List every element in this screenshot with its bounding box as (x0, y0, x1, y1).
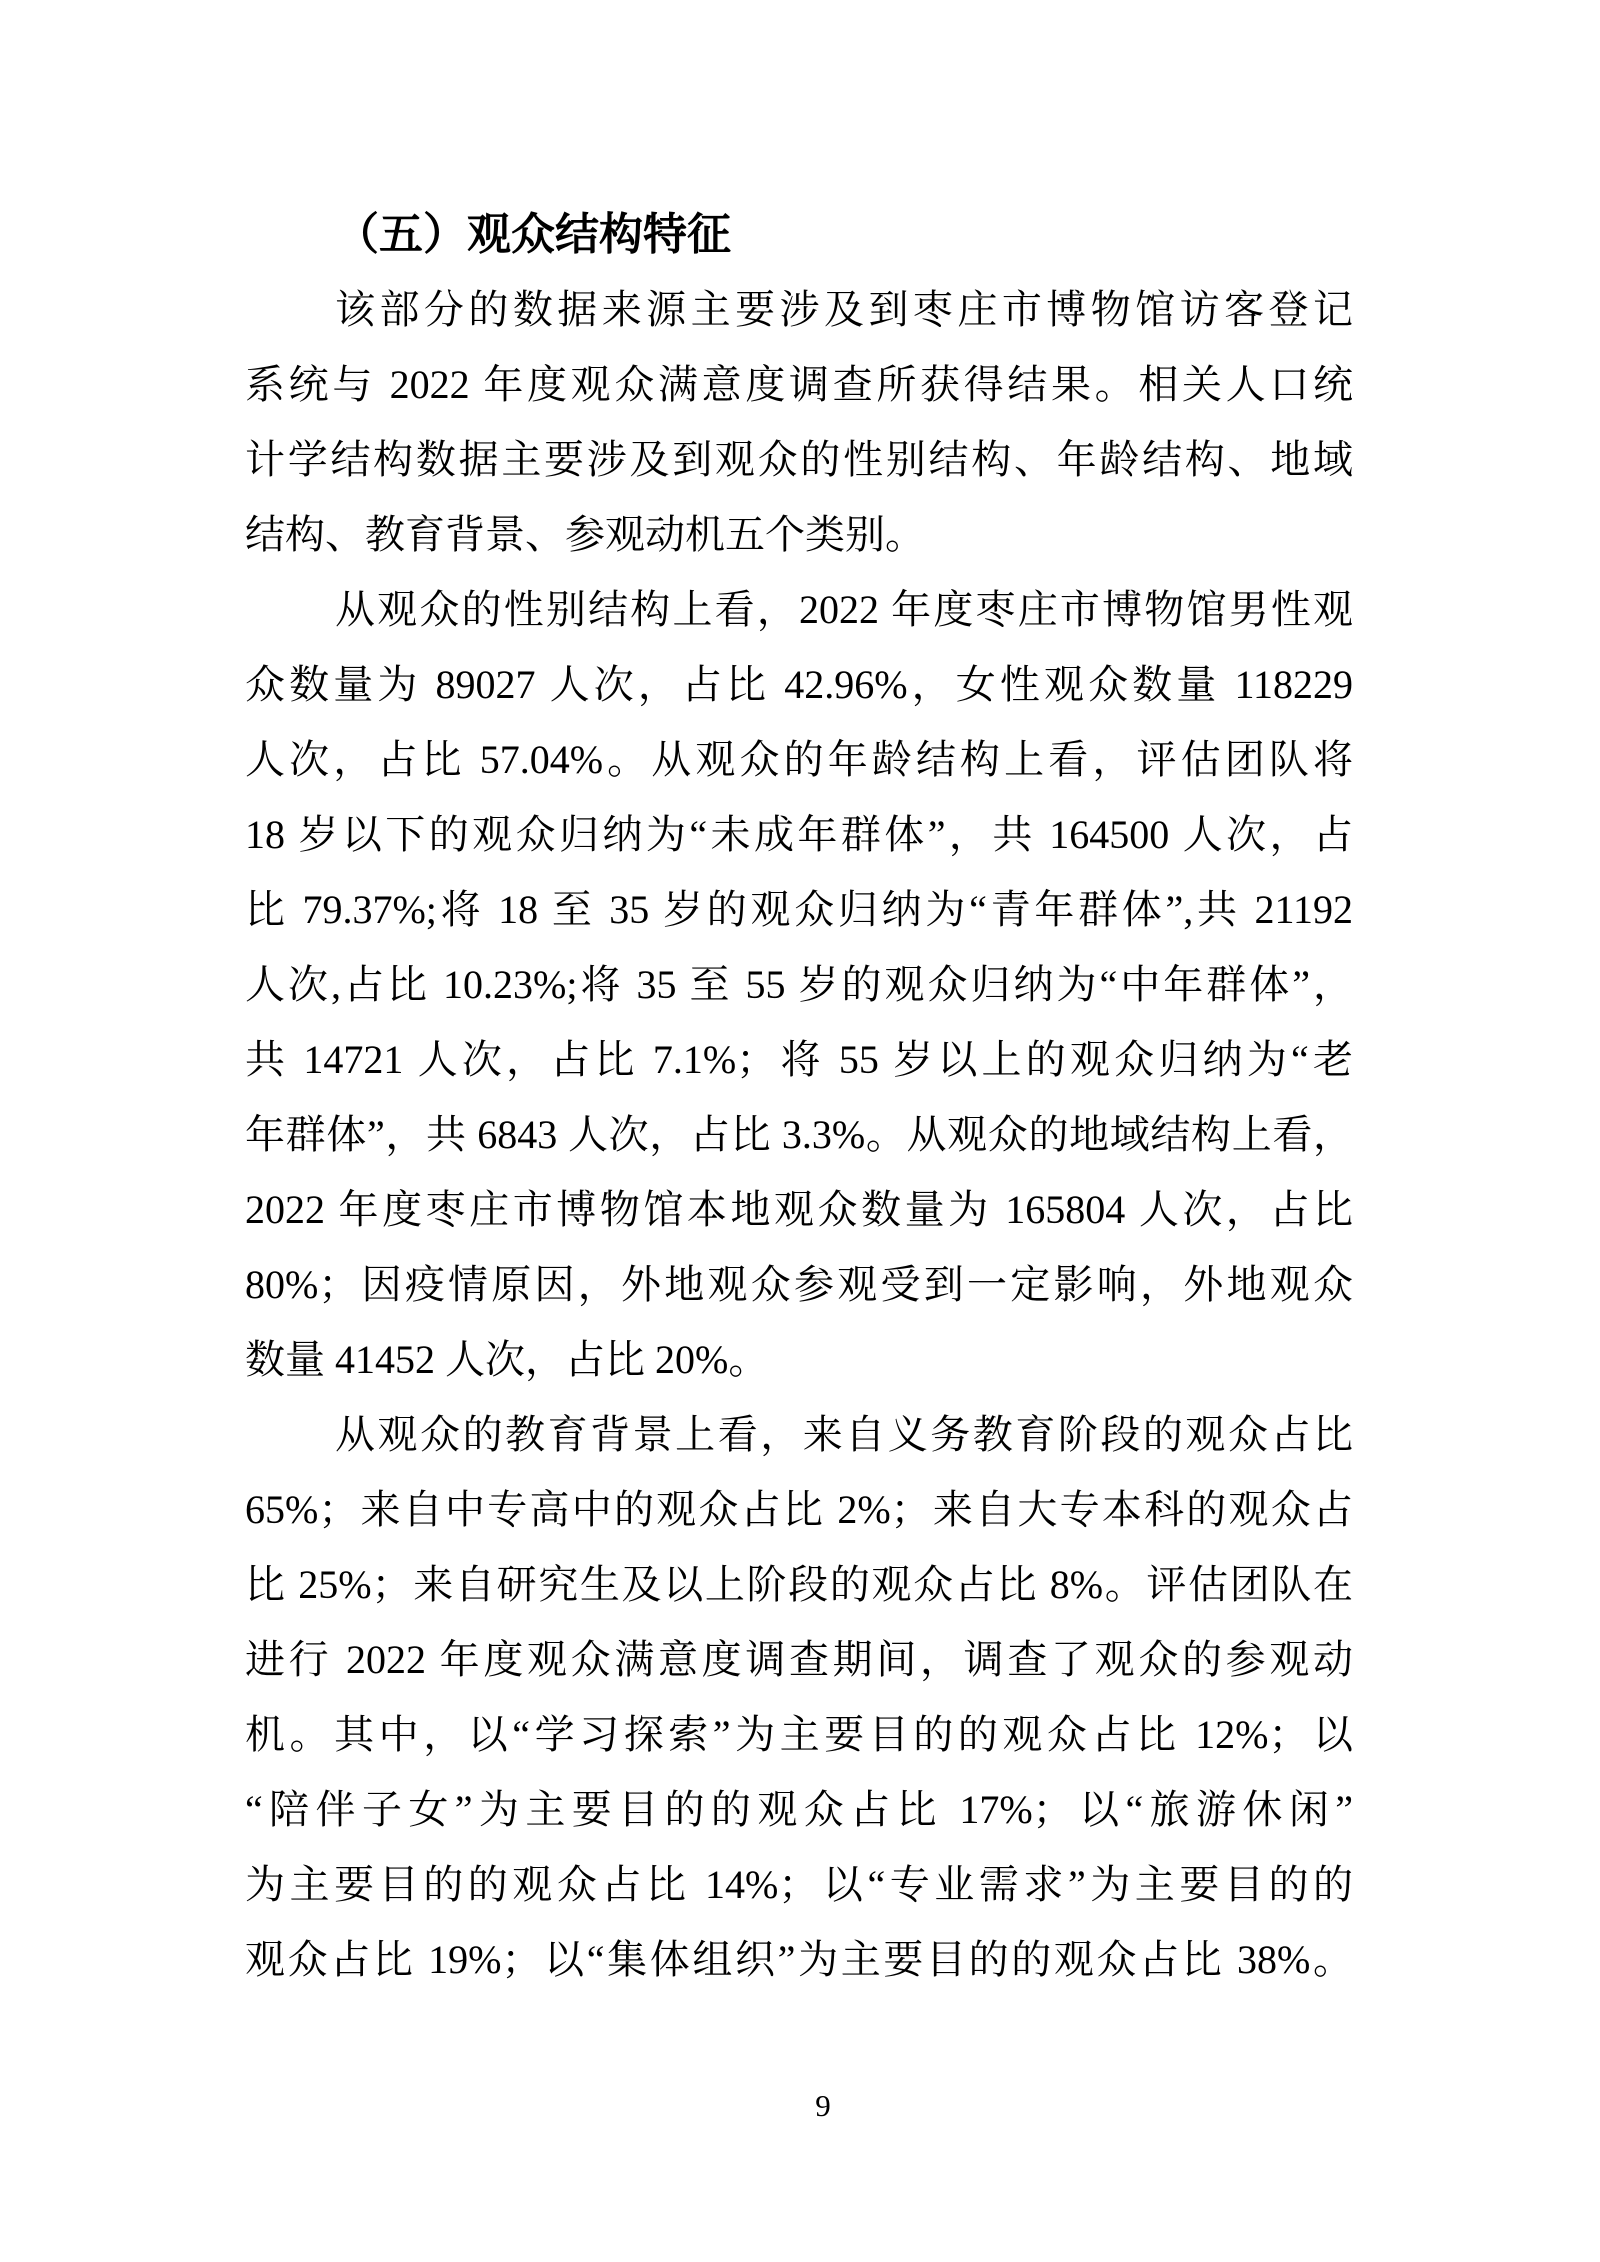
text-line: 进行 2022 年度观众满意度调查期间，调查了观众的参观动 (245, 1637, 1353, 1682)
text-line: 从观众的教育背景上看，来自义务教育阶段的观众占比 (335, 1412, 1353, 1457)
text-line: 观众占比 19%；以“集体组织”为主要目的的观众占比 38%。 (245, 1937, 1353, 1982)
document-body (245, 197, 1353, 1997)
text-line: 65%；来自中专高中的观众占比 2%；来自大专本科的观众占 (245, 1487, 1353, 1532)
text-line: 为主要目的的观众占比 14%；以“专业需求”为主要目的的 (245, 1862, 1353, 1907)
text-line: 2022 年度枣庄市博物馆本地观众数量为 165804 人次，占比 (245, 1187, 1353, 1232)
section-heading: （五）观众结构特征 (335, 210, 731, 259)
text-line: 机。其中，以“学习探索”为主要目的的观众占比 12%；以 (245, 1712, 1353, 1757)
text-line: 该部分的数据来源主要涉及到枣庄市博物馆访客登记 (335, 287, 1353, 332)
text-line: 众数量为 89027 人次，占比 42.96%，女性观众数量 118229 (245, 662, 1353, 707)
text-line: 年群体”，共 6843 人次，占比 3.3%。从观众的地域结构上看， (245, 1112, 1353, 1157)
text-line: 比 25%；来自研究生及以上阶段的观众占比 8%。评估团队在 (245, 1562, 1353, 1607)
text-line: 共 14721 人次，占比 7.1%；将 55 岁以上的观众归纳为“老 (245, 1037, 1353, 1082)
text-line: 80%；因疫情原因，外地观众参观受到一定影响，外地观众 (245, 1262, 1353, 1307)
text-line: 从观众的性别结构上看，2022 年度枣庄市博物馆男性观 (335, 587, 1353, 632)
text-line: 比 79.37%;将 18 至 35 岁的观众归纳为“青年群体”,共 21192 (245, 887, 1353, 932)
text-line: 结构、教育背景、参观动机五个类别。 (245, 512, 925, 557)
text-line: 系统与 2022 年度观众满意度调查所获得结果。相关人口统 (245, 362, 1353, 407)
text-line: 计学结构数据主要涉及到观众的性别结构、年龄结构、地域 (245, 437, 1353, 482)
text-line: “陪伴子女”为主要目的的观众占比 17%；以“旅游休闲” (245, 1787, 1353, 1832)
page-number: 9 (815, 2088, 831, 2123)
text-line: 数量 41452 人次，占比 20%。 (245, 1337, 769, 1382)
text-line: 人次，占比 57.04%。从观众的年龄结构上看，评估团队将 (245, 737, 1353, 782)
text-line: 18 岁以下的观众归纳为“未成年群体”，共 164500 人次，占 (245, 812, 1353, 857)
text-line: 人次,占比 10.23%;将 35 至 55 岁的观众归纳为“中年群体”， (245, 962, 1353, 1007)
